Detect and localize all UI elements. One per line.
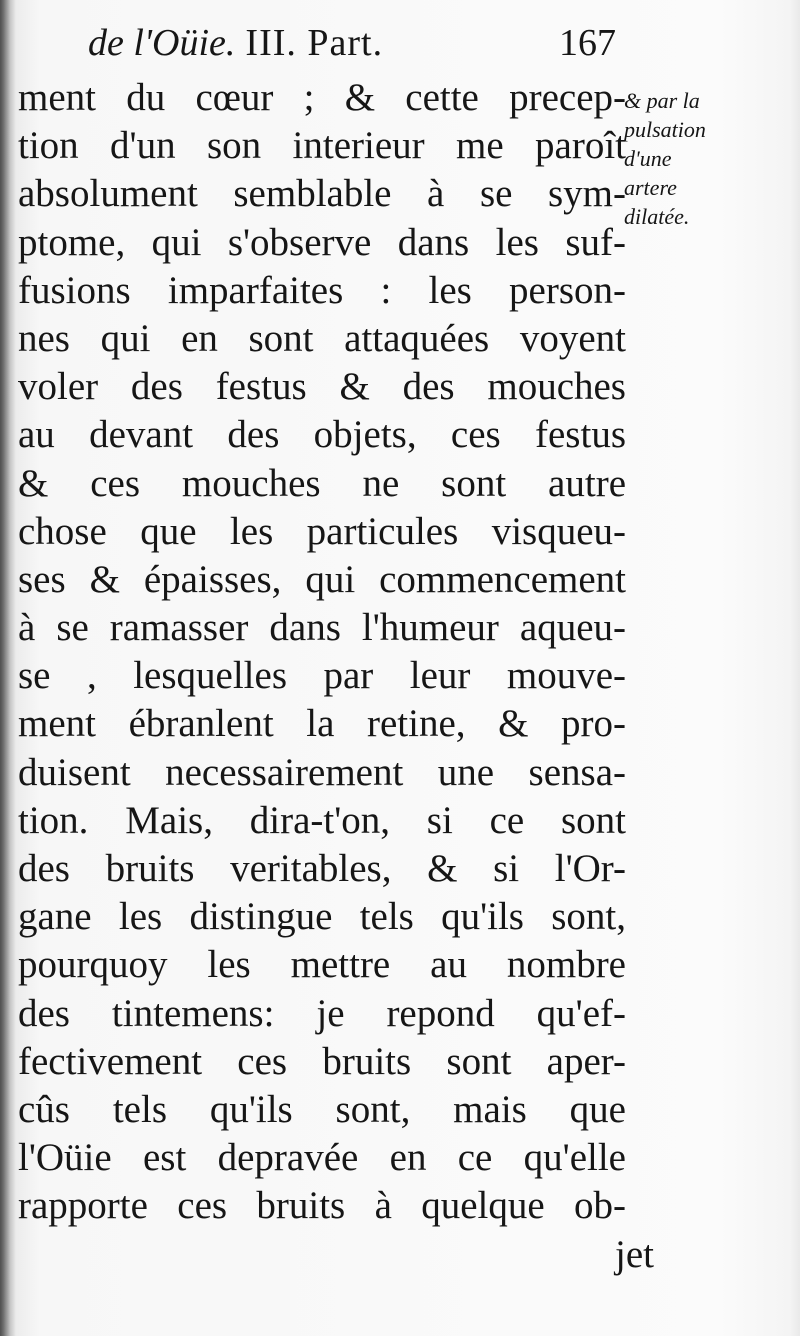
text-line: se , lesquelles par leur mouve-	[18, 654, 626, 698]
margin-note-line: artere	[624, 175, 677, 200]
page-gutter-shadow	[0, 0, 10, 1336]
text-line: chose que les particules visqueu-	[18, 509, 626, 553]
text-line: cûs tels qu'ils sont, mais que	[18, 1087, 626, 1131]
text-line: & ces mouches ne sont autre	[18, 461, 626, 505]
text-line: ment ébranlent la retine, & pro-	[18, 702, 626, 746]
text-line: l'Oüie est depravée en ce qu'elle	[18, 1136, 626, 1180]
text-line: des bruits veritables, & si l'Or-	[18, 847, 626, 890]
header-section-title: de l'Oüie.	[88, 22, 236, 64]
text-line: ment du cœur ; & cette precep-	[18, 76, 626, 119]
running-header	[88, 18, 628, 68]
text-line: duisent necessairement une sensa-	[18, 750, 626, 794]
marginal-note	[624, 86, 774, 231]
page-number: 167	[559, 22, 616, 64]
text-line: des tintemens: je repond qu'ef-	[18, 991, 626, 1035]
text-line: fectivement ces bruits sont aper-	[18, 1039, 626, 1083]
text-line: ptome, qui s'observe dans les suf-	[18, 220, 626, 264]
text-line: pourquoy les mettre au nombre	[18, 943, 626, 987]
text-line: à se ramasser dans l'humeur aqueu-	[18, 606, 626, 650]
margin-note-line: d'une	[624, 146, 672, 171]
catchword: jet	[615, 1232, 654, 1276]
text-line: ses & épaisses, qui commencement	[18, 557, 626, 601]
text-line: absolument semblable à se sym-	[18, 172, 626, 216]
header-part-label: III. Part.	[245, 22, 384, 64]
bleed-through-text	[642, 420, 792, 880]
text-line: rapporte ces bruits à quelque ob-	[18, 1184, 626, 1228]
body-text	[18, 74, 658, 1279]
text-line: tion. Mais, dira-t'on, si ce sont	[18, 798, 626, 842]
text-line: tion d'un son interieur me paroît	[18, 124, 626, 168]
text-line: fusions imparfaites : les person-	[18, 268, 626, 312]
margin-note-line: pulsation	[624, 117, 706, 142]
margin-note-line: & par la	[624, 88, 700, 113]
text-line: voler des festus & des mouches	[18, 365, 626, 409]
margin-note-line: dilatée.	[624, 204, 690, 229]
text-line: au devant des objets, ces festus	[18, 413, 626, 457]
text-line: nes qui en sont attaquées voyent	[18, 316, 626, 360]
text-line: gane les distingue tels qu'ils sont,	[18, 895, 626, 939]
